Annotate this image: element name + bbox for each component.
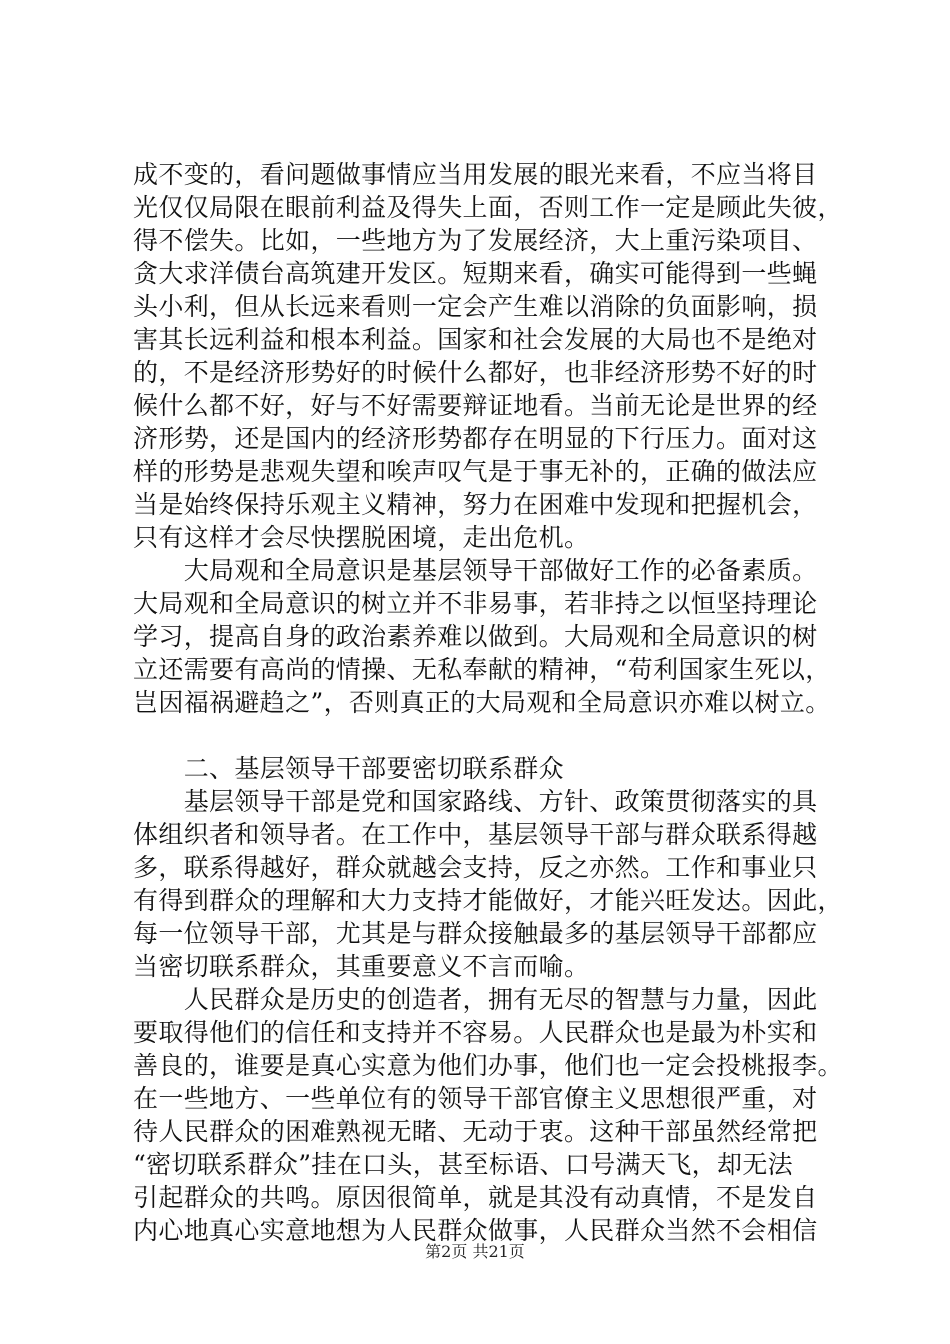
text-line: 内心地真心实意地想为人民群众做事，人民群众当然不会相信 <box>133 1216 818 1245</box>
text-line: 有得到群众的理解和大力支持才能做好，才能兴旺发达。因此， <box>133 886 843 915</box>
text-line: 济形势，还是国内的经济形势都存在明显的下行压力。面对这 <box>133 424 818 453</box>
page-number-footer: 第2页 共21页 <box>425 1242 525 1261</box>
text-line: 头小利，但从长远来看则一定会产生难以消除的负面影响，损 <box>133 292 818 321</box>
text-line: 立还需要有高尚的情操、无私奉献的精神，“苟利国家生死以， <box>133 655 831 684</box>
text-line: 多，联系得越好，群众就越会支持，反之亦然。工作和事业只 <box>133 853 818 882</box>
text-line: 要取得他们的信任和支持并不容易。人民群众也是最为朴实和 <box>133 1018 818 1047</box>
text-line: 当是始终保持乐观主义精神，努力在困难中发现和把握机会， <box>133 490 818 519</box>
text-line: 基层领导干部是党和国家路线、方针、政策贯彻落实的具 <box>133 787 818 816</box>
text-line: 岂因福祸避趋之”，否则真正的大局观和全局意识亦难以树立。 <box>133 688 831 717</box>
text-line: 贪大求洋债台高筑建开发区。短期来看，确实可能得到一些蝇 <box>133 259 818 288</box>
document-body <box>133 158 843 1247</box>
text-line: 学习，提高自身的政治素养难以做到。大局观和全局意识的树 <box>133 622 818 651</box>
text-line: 引起群众的共鸣。原因很简单，就是其没有动真情，不是发自 <box>133 1183 818 1212</box>
text-line: 体组织者和领导者。在工作中，基层领导干部与群众联系得越 <box>133 820 818 849</box>
text-line: 候什么都不好，好与不好需要辩证地看。当前无论是世界的经 <box>133 391 818 420</box>
blank-line <box>133 719 833 752</box>
text-line: 待人民群众的困难熟视无睹、无动于衷。这种干部虽然经常把 <box>133 1117 818 1146</box>
text-line: 成不变的，看问题做事情应当用发展的眼光来看，不应当将目 <box>133 160 818 189</box>
text-line: 的，不是经济形势好的时候什么都好，也非经济形势不好的时 <box>133 358 818 387</box>
text-line: 在一些地方、一些单位有的领导干部官僚主义思想很严重，对 <box>133 1084 818 1113</box>
text-line: 人民群众是历史的创造者，拥有无尽的智慧与力量，因此 <box>133 985 818 1014</box>
text-line: 得不偿失。比如，一些地方为了发展经济，大上重污染项目、 <box>133 226 818 255</box>
text-line: “密切联系群众”挂在口头，甚至标语、口号满天飞，却无法 <box>133 1150 794 1179</box>
text-line: 每一位领导干部，尤其是与群众接触最多的基层领导干部都应 <box>133 919 818 948</box>
text-line: 当密切联系群众，其重要意义不言而喻。 <box>133 952 590 981</box>
text-line: 害其长远利益和根本利益。国家和社会发展的大局也不是绝对 <box>133 325 818 354</box>
text-line: 大局观和全局意识的树立并不非易事，若非持之以恒坚持理论 <box>133 589 818 618</box>
text-line: 大局观和全局意识是基层领导干部做好工作的必备素质。 <box>133 556 818 585</box>
text-line: 光仅仅局限在眼前利益及得失上面，否则工作一定是顾此失彼， <box>133 193 843 222</box>
text-line: 只有这样才会尽快摆脱困境，走出危机。 <box>133 523 590 552</box>
section-heading: 二、基层领导干部要密切联系群众 <box>133 754 564 783</box>
text-line: 善良的，谁要是真心实意为他们办事，他们也一定会投桃报李。 <box>133 1051 843 1080</box>
text-line: 样的形势是悲观失望和唉声叹气是于事无补的，正确的做法应 <box>133 457 818 486</box>
